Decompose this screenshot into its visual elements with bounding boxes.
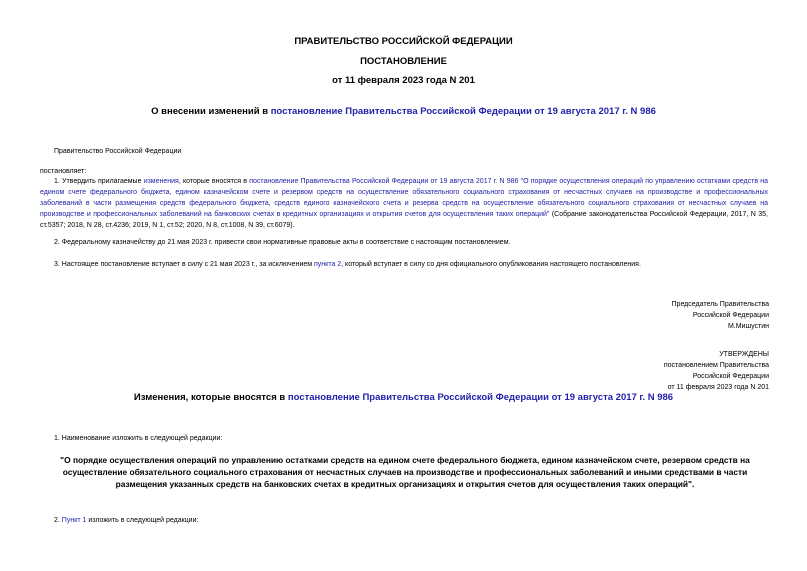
government-heading: ПРАВИТЕЛЬСТВО РОССИЙСКОЙ ФЕДЕРАЦИИ	[294, 36, 513, 47]
point-2-link[interactable]: пункта 2	[314, 261, 342, 268]
resolution-986-link[interactable]: постановление Правительства Российской Федерации от 19 августа 2017 г. N 986 "О порядке осуществления операций по управлению остатками средств на едином счете федерального бюджета, едином казначейском счете и резервом средств на осуществление обязательного социального страхования от несчастных случаев на производстве и профессиональных заболеваний в части размещения средств федерального бюджета, средств единого казначейского счета и резерва средств на осуществление обязательного социального страхования от несчастных случаев на производстве и профессиональных заболеваний на банковских счетах в кредитных организациях и открытия счетов для осуществления таких операций"	[40, 178, 768, 218]
approved-country: Российской Федерации	[692, 373, 769, 380]
change-item-2	[54, 515, 198, 526]
document-type-heading: ПОСТАНОВЛЕНИЕ	[360, 56, 447, 67]
document-date-heading: от 11 февраля 2023 года N 201	[332, 75, 475, 86]
change-item-2-text: изложить в следующей редакции:	[86, 517, 199, 524]
approved-heading: УТВЕРЖДЕНЫ	[719, 351, 769, 358]
changes-link[interactable]: изменения	[143, 178, 179, 185]
point-1-link[interactable]: Пункт 1	[61, 517, 87, 524]
new-title-quote: "О порядке осуществления операций по управлению остатками средств на едином счете федерального бюджета, едином казначейском счете, резервом средств на осуществление обязательного социального страхования от несчастных случаев на производстве и профессиональных заболеваний и иными средствами в части размещения указанных средств на банковских счетах в кредитных организациях и открытия счетов для осуществления таких операций".	[60, 455, 750, 489]
paragraph-3-text-a: 3. Настоящее постановление вступает в силу с 21 мая 2023 г., за исключением	[54, 261, 315, 268]
paragraph-3	[54, 259, 641, 270]
change-item-1: 1. Наименование изложить в следующей редакции:	[54, 435, 223, 442]
signature-name: М.Мишустин	[727, 323, 769, 330]
intro-text: Правительство Российской Федерации	[54, 148, 182, 155]
paragraph-2: 2. Федеральному казначейству до 21 мая 2023 г. привести свои нормативные правовые акты в соответствие с настоящим постановлением.	[54, 239, 511, 246]
changes-title-text: Изменения, которые вносятся в	[133, 392, 288, 403]
paragraph-1-text-b: , которые вносятся в	[178, 178, 250, 185]
paragraph-3-text-b: , который вступает в силу со дня официального опубликования настоящего постановления.	[341, 261, 641, 268]
document-title-link[interactable]: постановление Правительства Российской Федерации от 19 августа 2017 г. N 986	[270, 106, 656, 117]
approved-date: от 11 февраля 2023 года N 201	[667, 384, 769, 391]
document-title	[0, 106, 807, 117]
signature-position: Председатель Правительства	[671, 301, 769, 308]
approved-by: постановлением Правительства	[663, 362, 769, 369]
changes-title-link[interactable]: постановление Правительства Российской Федерации от 19 августа 2017 г. N 986	[287, 392, 674, 403]
signature-block	[519, 299, 769, 332]
paragraph-1	[40, 176, 768, 231]
paragraph-1-text-a: 1. Утвердить прилагаемые	[54, 178, 144, 185]
signature-country: Российской Федерации	[692, 312, 769, 319]
changes-title	[0, 392, 807, 403]
change-item-2-number: 2.	[54, 517, 62, 524]
paragraph-1-text-c: (Собрание законодательства Российской Федерации, 2017, N 35, ст.5357; 2018, N 28, ст.4236; 2019, N 1, ст.52; 2020, N 8, ст.1008, N 39, ст.6079).	[40, 211, 768, 229]
document-title-text: О внесении изменений в	[151, 106, 271, 117]
decides-text: постановляет:	[40, 168, 87, 175]
approved-block	[519, 349, 769, 393]
